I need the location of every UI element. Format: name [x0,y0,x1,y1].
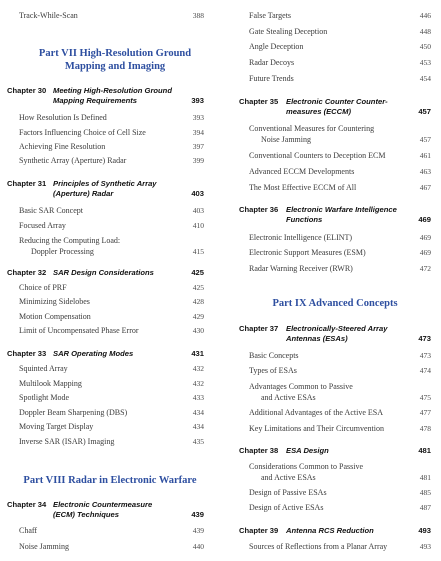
chapter-heading[interactable] [7,179,204,201]
chapter-number: Chapter 34 [7,500,47,509]
entry-page: 415 [192,247,204,256]
entry-title: Chaff [19,526,38,535]
chapter-page: 457 [418,107,431,116]
entry-title: Basic Concepts [249,351,299,360]
chapter-heading[interactable] [7,268,204,280]
entry-page: 463 [419,167,431,176]
entry-title: Angle Deception [249,42,304,51]
entry-page: 481 [419,473,431,482]
entry-page: 457 [419,135,431,144]
entry-page: 428 [192,297,204,306]
chapter-number: Chapter 38 [239,446,279,455]
entry-title: Conventional Counters to Deception ECM [249,151,386,160]
entry-title: Future Trends [249,74,294,83]
chapter-heading[interactable] [239,97,431,119]
entry-title: Focused Array [19,221,66,230]
entry-page: 493 [419,542,431,551]
entry-title: Types of ESAs [249,366,297,375]
chapter-number: Chapter 33 [7,349,47,358]
entry-page: 434 [192,422,204,431]
entry-page: 469 [419,233,431,242]
part-heading: Part VII High-Resolution Ground Mapping and Imaging [38,48,192,72]
entry-page: 440 [192,542,204,551]
entry-page: 454 [419,74,431,83]
chapter-page: 469 [418,215,431,224]
entry-page: 393 [192,113,204,122]
chapter-page: 403 [191,189,204,198]
entry-page: 439 [192,526,204,535]
entry-page: 453 [419,58,431,67]
entry-page: 473 [419,351,431,360]
entry-page: 487 [419,503,431,512]
entry-page: 425 [192,283,204,292]
chapter-heading[interactable] [7,86,204,108]
entry-title: Reducing the Computing Load: [19,236,121,245]
toc-entry[interactable] [249,124,431,146]
entry-page: 434 [192,408,204,417]
chapter-heading[interactable] [239,446,431,458]
chapter-heading[interactable] [7,349,204,361]
chapter-heading[interactable] [7,500,204,522]
entry-page: 450 [419,42,431,51]
chapter-page: 481 [418,446,431,455]
chapter-page: 393 [191,96,204,105]
chapter-title: SAR Design Considerations [53,268,154,277]
entry-page: 474 [419,366,431,375]
entry-title: Radar Decoys [249,58,295,67]
chapter-title-cont: (ECM) Techniques [53,510,119,519]
entry-page: 478 [419,424,431,433]
chapter-number: Chapter 31 [7,179,47,188]
entry-page: 403 [192,206,204,215]
entry-page: 467 [419,183,431,192]
entry-page: 399 [192,156,204,165]
chapter-page: 493 [418,526,431,535]
entry-page: 410 [192,221,204,230]
entry-title-cont: and Active ESAs [261,473,316,482]
entry-title: Limit of Uncompensated Phase Error [19,326,139,335]
chapter-title-cont: Mapping Requirements [53,96,137,105]
entry-page: 461 [419,151,431,160]
chapter-page: 439 [191,510,204,519]
entry-title: Minimizing Sidelobes [19,297,90,306]
toc-entry[interactable] [249,462,431,484]
chapter-number: Chapter 35 [239,97,279,106]
chapter-page: 425 [191,268,204,277]
entry-title: Design of Active ESAs [249,503,324,512]
entry-title: Design of Passive ESAs [249,488,327,497]
entry-title: Conventional Measures for Countering [249,124,375,133]
entry-page: 475 [419,393,431,402]
chapter-title-cont: Functions [286,215,323,224]
toc-entry[interactable] [19,236,204,258]
entry-title: Inverse SAR (ISAR) Imaging [19,437,115,446]
chapter-title: Electronic Countermeasure [53,500,153,509]
entry-page: 469 [419,248,431,257]
chapter-title-cont: (Aperture) Radar [53,189,114,198]
entry-page: 388 [192,11,204,20]
entry-page: 429 [192,312,204,321]
entry-page: 430 [192,326,204,335]
entry-title: Sources of Reflections from a Planar Array [249,542,388,551]
entry-title: Additional Advantages of the Active ESA [249,408,383,417]
part-heading: Part IX Advanced Concepts [272,298,398,309]
entry-title: Choice of PRF [19,283,67,292]
entry-title: Gate Stealing Deception [249,27,328,36]
entry-page: 432 [192,379,204,388]
entry-page: 433 [192,393,204,402]
toc-entry[interactable] [249,382,431,404]
entry-title: False Targets [249,11,292,20]
entry-title: Track-While-Scan [19,11,78,20]
entry-page: 485 [419,488,431,497]
chapter-heading[interactable] [239,205,431,227]
entry-page: 435 [192,437,204,446]
entry-page: 448 [419,27,431,36]
chapter-title: Electronically-Steered Array [286,324,388,333]
chapter-number: Chapter 36 [239,205,279,214]
entry-page: 432 [192,364,204,373]
chapter-title: Electronic Counter Counter- [286,97,388,106]
chapter-title: Principles of Synthetic Array [53,179,157,188]
entry-title: Advantages Common to Passive [249,382,353,391]
part-heading: Part VIII Radar in Electronic Warfare [23,475,197,486]
entry-title: Electronic Intelligence (ELINT) [249,233,353,242]
entry-title: Squinted Array [19,364,68,373]
entry-page: 394 [192,128,204,137]
entry-title: Basic SAR Concept [19,206,83,215]
entry-title: Spotlight Mode [19,393,70,402]
chapter-heading[interactable] [239,324,431,346]
entry-title: Synthetic Array (Aperture) Radar [19,156,127,165]
chapter-title-cont: Antennas (ESAs) [286,334,348,343]
chapter-title-cont: measures (ECCM) [286,107,351,116]
entry-title: Radar Warning Receiver (RWR) [249,264,353,273]
entry-title: Advanced ECCM Developments [249,167,355,176]
entry-title: Motion Compensation [19,312,91,321]
chapter-number: Chapter 37 [239,324,279,333]
entry-title: How Resolution Is Defined [19,113,107,122]
entry-title: Noise Jamming [19,542,69,551]
chapter-heading[interactable] [239,526,431,538]
entry-title-cont: Doppler Processing [31,247,94,256]
chapter-title: ESA Design [286,446,329,455]
entry-title: Moving Target Display [19,422,94,431]
chapter-title: SAR Operating Modes [53,349,134,358]
chapter-number: Chapter 32 [7,268,47,277]
entry-title-cont: and Active ESAs [261,393,316,402]
entry-title: Factors Influencing Choice of Cell Size [19,128,146,137]
entry-title-cont: Noise Jamming [261,135,311,144]
chapter-title: Electronic Warfare Intelligence [286,205,397,214]
chapter-page: 431 [191,349,204,358]
entry-page: 472 [419,264,431,273]
entry-title: Key Limitations and Their Circumvention [249,424,384,433]
chapter-title: Antenna RCS Reduction [286,526,374,535]
entry-title: Multilook Mapping [19,379,82,388]
entry-title: Considerations Common to Passive [249,462,363,471]
chapter-number: Chapter 39 [239,526,279,535]
entry-page: 397 [192,142,204,151]
entry-title: Achieving Fine Resolution [19,142,106,151]
chapter-title: Meeting High-Resolution Ground [53,86,172,95]
chapter-number: Chapter 30 [7,86,47,95]
entry-title: Electronic Support Measures (ESM) [249,248,366,257]
entry-title: The Most Effective ECCM of All [249,183,357,192]
entry-page: 477 [419,408,431,417]
entry-page: 446 [419,11,431,20]
entry-title: Doppler Beam Sharpening (DBS) [19,408,128,417]
chapter-page: 473 [418,334,431,343]
